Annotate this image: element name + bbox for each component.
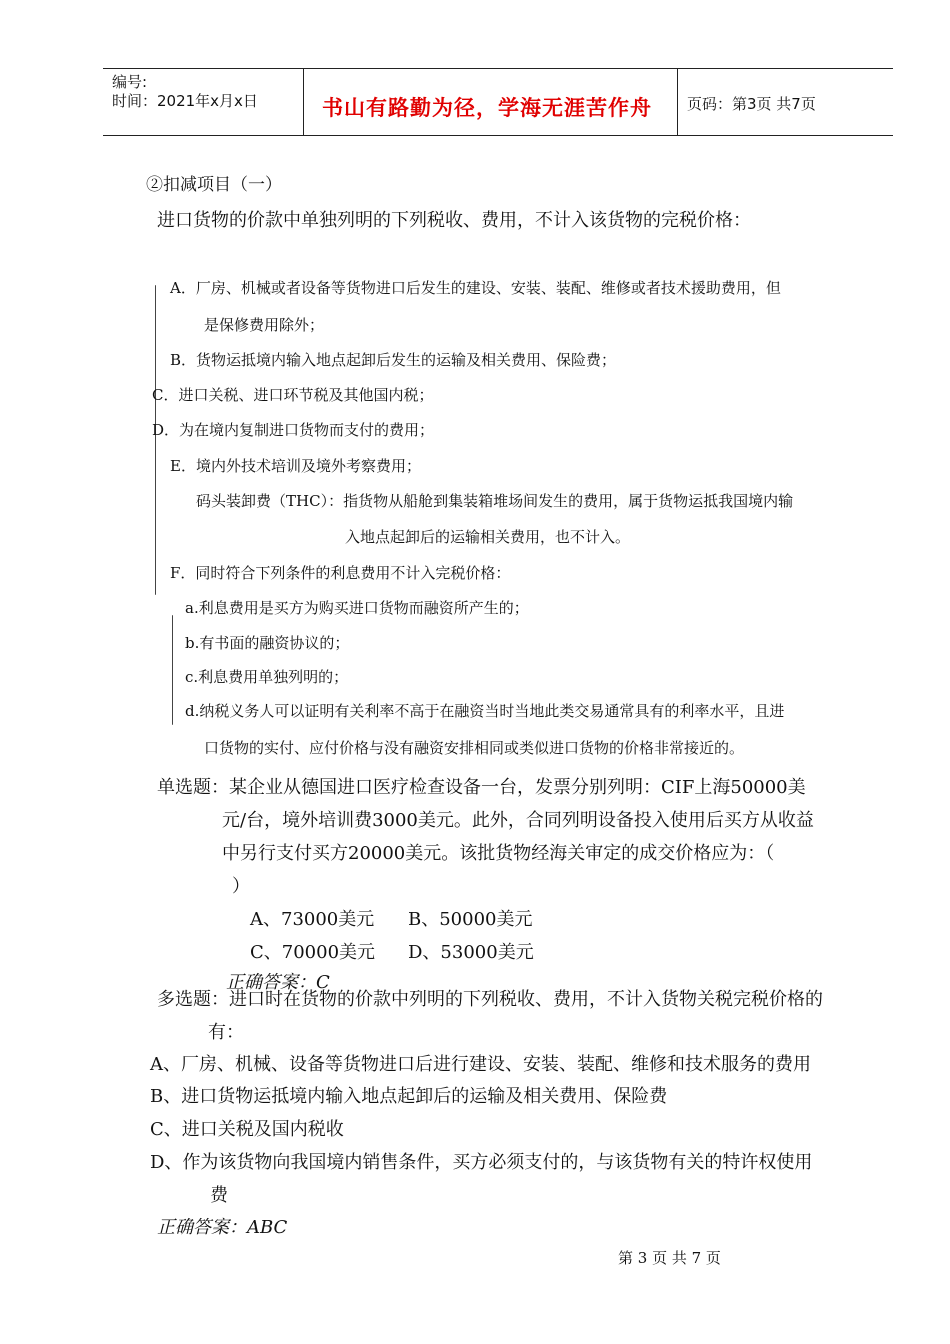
single-option-b: B、50000美元 <box>408 909 533 930</box>
multi-question-line1: 多选题：进口时在货物的价款中列明的下列税收、费用，不计入货物关税完税价格的 <box>157 989 823 1010</box>
item-f-d-line2: 口货物的实付、应付价格与没有融资安排相同或类似进口货物的价格非常接近的。 <box>204 739 745 757</box>
header-bottom-rule <box>103 135 893 136</box>
outer-brace <box>155 285 156 595</box>
item-e: E．境内外技术培训及境外考察费用； <box>170 457 421 475</box>
multi-option-b: B、进口货物运抵境内输入地点起卸后的运输及相关费用、保险费 <box>150 1086 668 1107</box>
header-divider-left <box>303 68 304 136</box>
header-date: 时间：2021年x月x日 <box>112 92 258 110</box>
single-question-line1: 单选题：某企业从德国进口医疗检查设备一台，发票分别列明：CIF上海50000美 <box>157 777 806 798</box>
header-top-rule <box>103 68 893 69</box>
single-option-d: D、53000美元 <box>408 942 534 963</box>
item-f-c: c.利息费用单独列明的； <box>185 668 349 686</box>
section-title: ②扣减项目（一） <box>146 175 282 195</box>
section-intro: 进口货物的价款中单独列明的下列税收、费用，不计入该货物的完税价格： <box>157 210 751 231</box>
single-answer: 正确答案：C <box>226 972 330 993</box>
multi-option-d-line1: D、作为该货物向我国境内销售条件，买方必须支付的，与该货物有关的特许权使用 <box>150 1152 813 1173</box>
item-a-line1: A．厂房、机械或者设备等货物进口后发生的建设、安装、装配、维修或者技术援助费用，但 <box>170 279 781 297</box>
multi-option-d-line2: 费 <box>210 1185 228 1206</box>
single-question-line2: 元/台，境外培训费3000美元。此外，合同列明设备投入使用后买方从收益 <box>222 810 814 831</box>
item-b: B．货物运抵境内输入地点起卸后发生的运输及相关费用、保险费； <box>170 351 617 369</box>
header-page-label: 页码：第3页 共7页 <box>687 95 816 113</box>
header-number-label: 编号: <box>112 73 148 91</box>
single-question-line3: 中另行支付买方20000美元。该批货物经海关审定的成交价格应为：（ <box>222 843 775 864</box>
thc-note-line2: 入地点起卸后的运输相关费用，也不计入。 <box>345 528 631 546</box>
inner-brace <box>172 615 173 725</box>
item-f-b: b.有书面的融资协议的； <box>185 634 350 652</box>
single-question-line4: ） <box>232 876 250 897</box>
multi-option-c: C、进口关税及国内税收 <box>150 1119 344 1140</box>
item-f: F．同时符合下列条件的利息费用不计入完税价格： <box>170 564 511 582</box>
item-d: D．为在境内复制进口货物而支付的费用； <box>152 421 435 439</box>
multi-answer: 正确答案：ABC <box>157 1217 288 1238</box>
item-f-d-line1: d.纳税义务人可以证明有关利率不高于在融资当时当地此类交易通常具有的利率水平，且进 <box>185 702 785 720</box>
thc-note-line1: 码头装卸费（THC）：指货物从船舱到集装箱堆场间发生的费用，属于货物运抵我国境内输 <box>196 492 794 510</box>
item-a-line2: 是保修费用除外； <box>204 316 325 334</box>
multi-option-a: A、厂房、机械、设备等货物进口后进行建设、安装、装配、维修和技术服务的费用 <box>150 1054 811 1075</box>
header-motto: 书山有路勤为径，学海无涯苦作舟 <box>322 95 652 120</box>
item-f-a: a.利息费用是买方为购买进口货物而融资所产生的； <box>185 599 529 617</box>
header-divider-right <box>677 68 678 136</box>
footer-page-number: 第 3 页 共 7 页 <box>618 1249 721 1267</box>
single-option-a: A、73000美元 <box>250 909 375 930</box>
single-option-c: C、70000美元 <box>250 942 376 963</box>
item-c: C．进口关税、进口环节税及其他国内税； <box>152 386 434 404</box>
multi-question-line2: 有： <box>208 1022 244 1043</box>
